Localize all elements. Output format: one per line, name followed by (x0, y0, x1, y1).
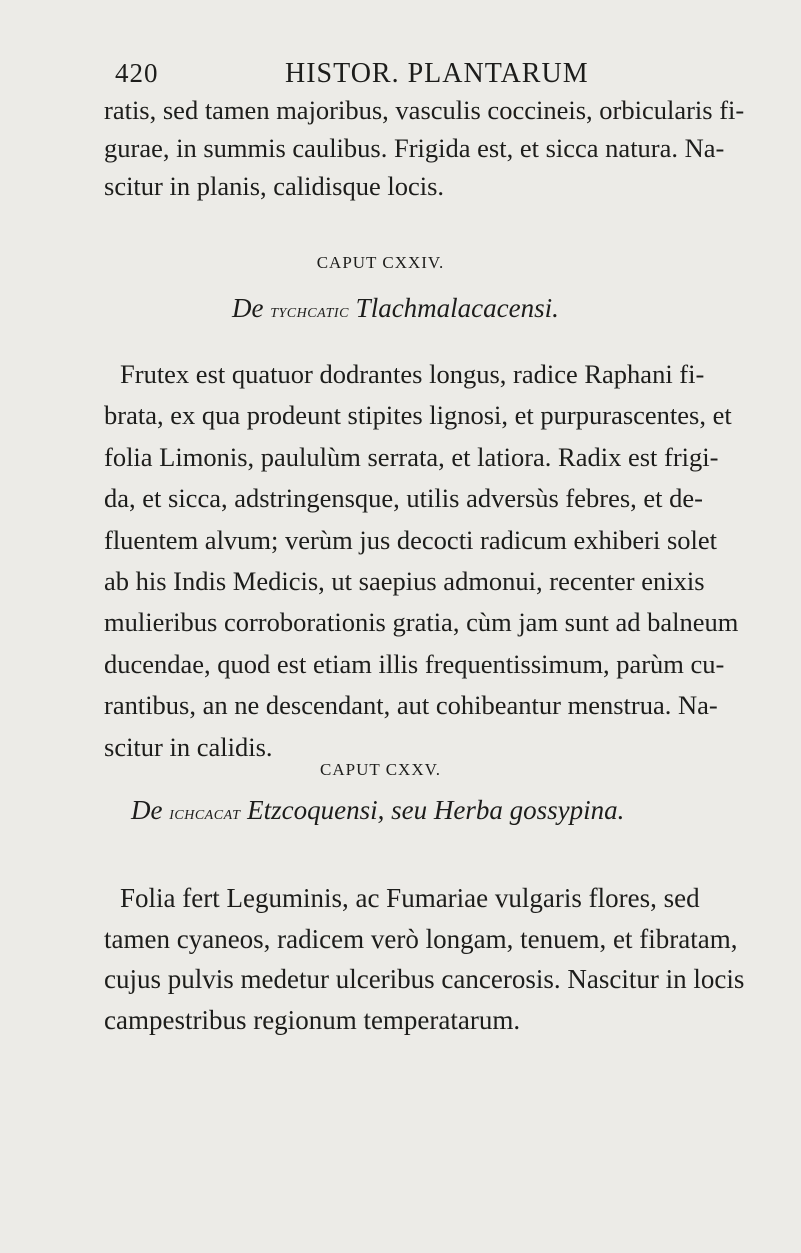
text-line: campestribus regionum temperatarum. (104, 1004, 521, 1035)
text-line: tamen cyaneos, radicem verò longam, tenuem, et fibratam, (104, 923, 738, 954)
chapter-title-prefix: De (131, 795, 163, 825)
text-line: scitur in planis, calidisque locis. (104, 171, 445, 201)
chapter-heading: CAPUT CXXV. (320, 760, 441, 779)
text-line: mulieribus corroborationis gratia, cùm jam sunt ad balneum (104, 607, 739, 638)
chapter-title-native-name: ichcacat (169, 802, 241, 824)
paragraph-continuation (104, 92, 788, 206)
text-line: ratis, sed tamen majoribus, vasculis coccineis, orbicularis fi- (104, 95, 745, 125)
text-line: brata, ex qua prodeunt stipites lignosi, et purpurascentes, et (104, 400, 732, 431)
text-line: da, et sicca, adstringensque, utilis adversùs febres, et de- (104, 483, 703, 514)
text-line: scitur in calidis. (104, 731, 273, 762)
running-title: HISTOR. PLANTARUM (285, 58, 589, 89)
text-line: Frutex est quatuor dodrantes longus, radice Raphani fi- (120, 359, 705, 389)
chapter-title-prefix: De (232, 293, 264, 323)
chapter-title (131, 795, 624, 826)
text-line: gurae, in summis caulibus. Frigida est, et sicca natura. Na- (104, 133, 725, 163)
text-line: folia Limonis, paululùm serrata, et latiora. Radix est frigi- (104, 441, 719, 472)
text-line: cujus pulvis medetur ulceribus cancerosis. Nascitur in locis (104, 964, 745, 994)
chapter-title (232, 293, 559, 324)
page-number: 420 (115, 58, 159, 88)
chapter-title-latin-name: Etzcoquensi, seu Herba gossypina. (247, 795, 625, 825)
text-line: ducendae, quod est etiam illis frequentissimum, parùm cu- (104, 648, 725, 679)
chapter-title-latin-name: Tlachmalacacensi. (355, 293, 559, 323)
chapter-heading: CAPUT CXXIV. (316, 253, 445, 272)
paragraph-chapter-cxxv (104, 880, 788, 1042)
text-line: rantibus, an ne descendant, aut cohibeantur menstrua. Na- (104, 690, 718, 721)
text-line: fluentem alvum; verùm jus decocti radicum exhiberi solet (104, 524, 717, 555)
paragraph-chapter-cxxiv (104, 356, 788, 770)
chapter-title-native-name: tychcatic (270, 300, 349, 322)
text-line: ab his Indis Medicis, ut saepius admonui, recenter enixis (104, 565, 705, 596)
text-line: Folia fert Leguminis, ac Fumariae vulgaris flores, sed (120, 883, 700, 913)
